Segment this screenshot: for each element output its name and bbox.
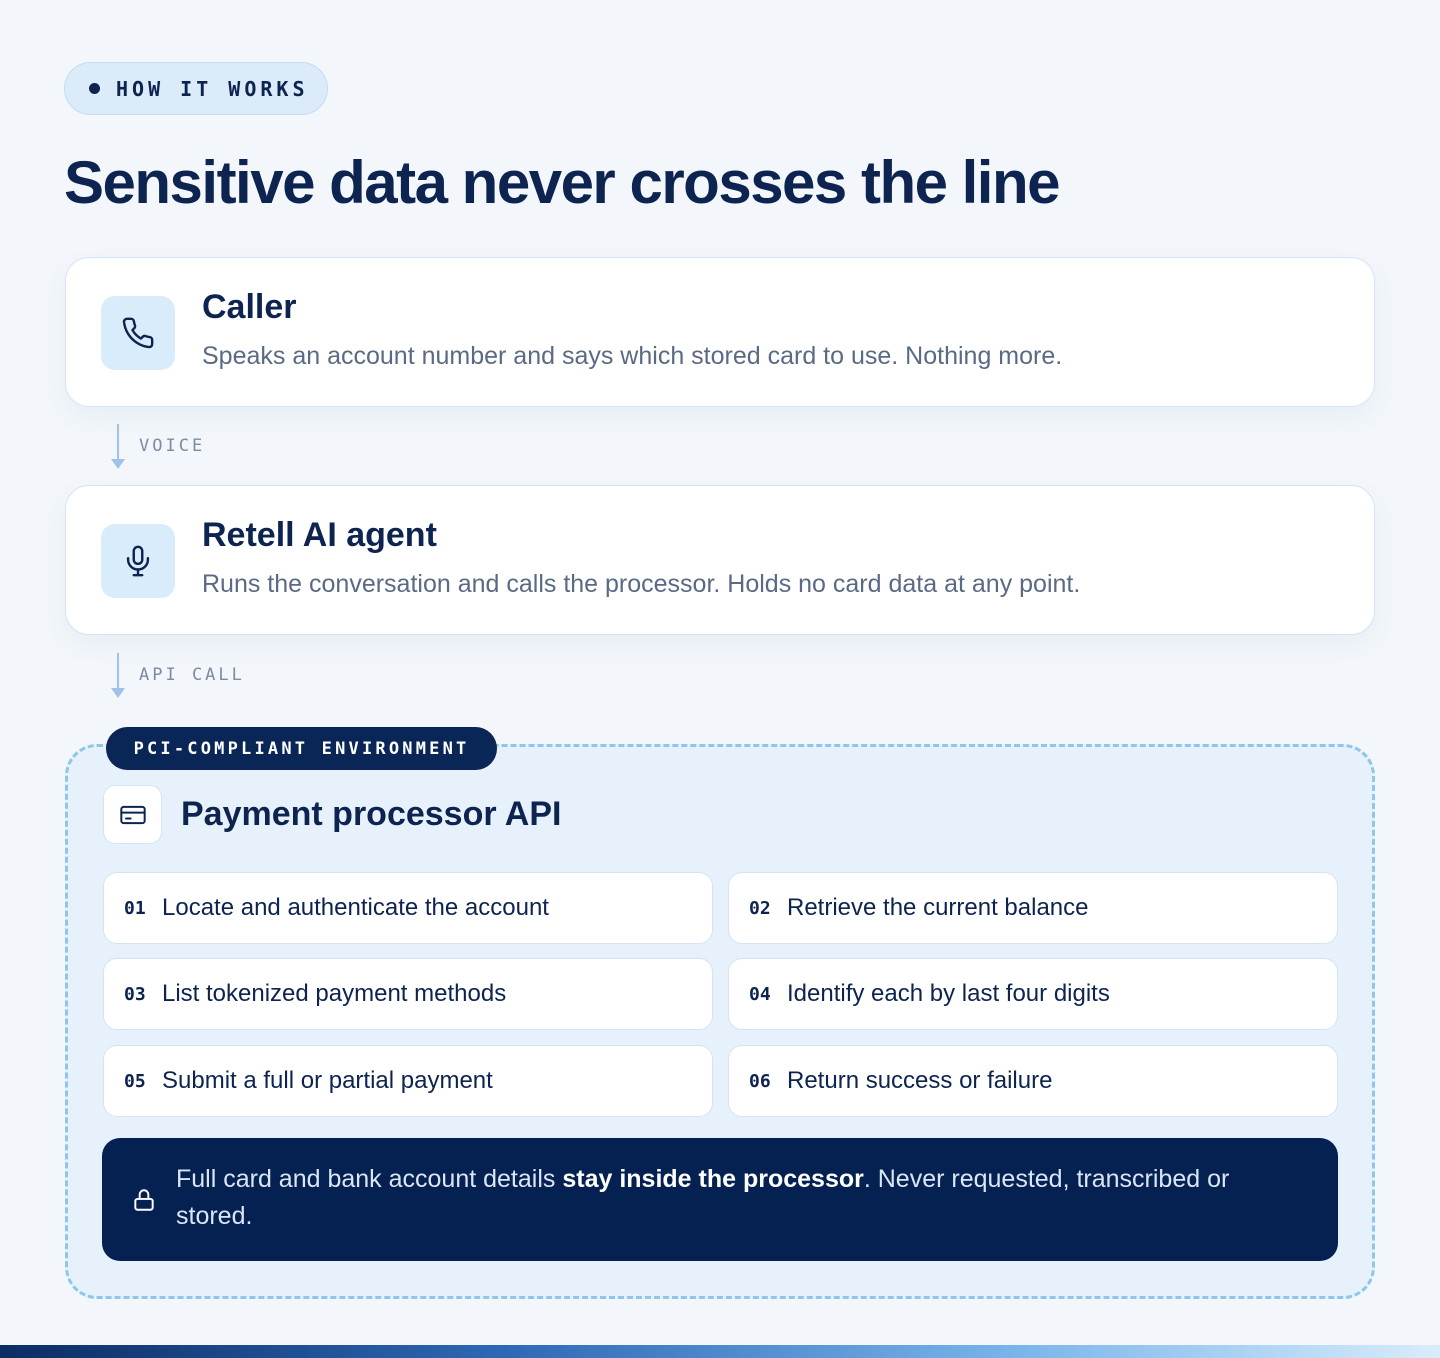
step-text: Retrieve the current balance — [787, 894, 1089, 921]
step-card — [103, 872, 713, 944]
step-number: 05 — [124, 1070, 146, 1092]
pci-tag-label: PCI-COMPLIANT ENVIRONMENT — [133, 738, 470, 759]
security-note — [102, 1138, 1338, 1261]
caller-card — [65, 257, 1375, 407]
arrow-down-icon — [111, 688, 125, 698]
processor-title: Payment processor API — [181, 795, 562, 833]
step-number: 01 — [124, 897, 146, 919]
pci-tag — [106, 727, 497, 770]
step-text: Identify each by last four digits — [787, 980, 1110, 1007]
bottom-gradient-bar — [0, 1345, 1440, 1358]
arrow-down-icon — [111, 459, 125, 469]
step-text: List tokenized payment methods — [162, 980, 507, 1007]
note-text-end: . Never requested, transcribed or stored. — [176, 1165, 1230, 1230]
connector-label-voice: VOICE — [139, 436, 206, 456]
step-text: Submit a full or partial payment — [162, 1067, 493, 1094]
eyebrow-dot — [89, 83, 100, 94]
step-number: 02 — [749, 897, 771, 919]
caller-description: Speaks an account number and says which stored card to use. Nothing more. — [202, 342, 1063, 370]
credit-card-icon — [103, 785, 162, 844]
step-number: 04 — [749, 983, 771, 1005]
step-card — [728, 872, 1338, 944]
step-number: 06 — [749, 1070, 771, 1092]
step-number: 03 — [124, 983, 146, 1005]
step-text: Locate and authenticate the account — [162, 894, 549, 921]
lock-icon — [131, 1186, 157, 1219]
security-note-text — [176, 1161, 1296, 1235]
connector-label-api: API CALL — [139, 665, 245, 685]
step-card — [103, 1045, 713, 1117]
phone-icon — [101, 296, 175, 370]
step-card — [728, 958, 1338, 1030]
note-text-bold: stay inside the processor — [562, 1165, 864, 1193]
agent-description: Runs the conversation and calls the processor. Holds no card data at any point. — [202, 570, 1081, 598]
connector-line — [117, 424, 119, 460]
connector-line — [117, 653, 119, 689]
caller-title: Caller — [202, 288, 297, 326]
step-text: Return success or failure — [787, 1067, 1053, 1094]
step-card — [728, 1045, 1338, 1117]
agent-title: Retell AI agent — [202, 516, 437, 554]
agent-card — [65, 485, 1375, 635]
voice-connector — [110, 424, 310, 470]
step-card — [103, 958, 713, 1030]
section-eyebrow — [64, 62, 328, 115]
page-title: Sensitive data never crosses the line — [64, 149, 1059, 216]
api-connector — [110, 653, 310, 699]
note-text-start: Full card and bank account details — [176, 1165, 563, 1193]
eyebrow-label: HOW IT WORKS — [116, 76, 309, 101]
microphone-icon — [101, 524, 175, 598]
